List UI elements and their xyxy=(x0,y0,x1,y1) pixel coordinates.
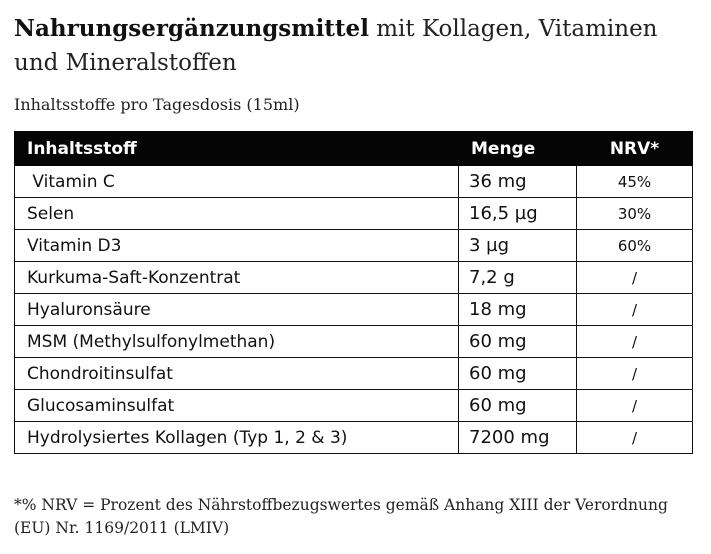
table-row xyxy=(15,390,693,422)
nrv-cell: / xyxy=(577,358,693,390)
nrv-cell: 30% xyxy=(577,198,693,230)
ingredient-cell: Hyaluronsäure xyxy=(15,294,459,326)
nrv-cell: 45% xyxy=(577,166,693,198)
nrv-cell: 60% xyxy=(577,230,693,262)
amount-cell: 60 mg xyxy=(459,326,577,358)
nrv-cell: / xyxy=(577,326,693,358)
amount-cell: 60 mg xyxy=(459,358,577,390)
amount-cell: 16,5 µg xyxy=(459,198,577,230)
amount-cell: 7,2 g xyxy=(459,262,577,294)
column-header-nrv: NRV* xyxy=(577,132,693,166)
table-row xyxy=(15,358,693,390)
column-header-amount: Menge xyxy=(459,132,577,166)
table-row xyxy=(15,422,693,454)
ingredients-table xyxy=(14,131,693,454)
ingredient-cell: Glucosaminsulfat xyxy=(15,390,459,422)
nrv-cell: / xyxy=(577,422,693,454)
table-row xyxy=(15,198,693,230)
nrv-cell: / xyxy=(577,390,693,422)
ingredient-cell: MSM (Methylsulfonylmethan) xyxy=(15,326,459,358)
page-title-rest: mit Kollagen, Vitaminen und Mineralstoffen xyxy=(14,16,658,76)
amount-cell: 3 µg xyxy=(459,230,577,262)
ingredient-cell: Vitamin D3 xyxy=(15,230,459,262)
table-row xyxy=(15,326,693,358)
amount-cell: 60 mg xyxy=(459,390,577,422)
table-caption: Inhaltsstoffe pro Tagesdosis (15ml) xyxy=(14,95,300,114)
amount-cell: 18 mg xyxy=(459,294,577,326)
amount-cell: 36 mg xyxy=(459,166,577,198)
ingredient-cell: Kurkuma-Saft-Konzentrat xyxy=(15,262,459,294)
table-header-row xyxy=(15,132,693,166)
amount-cell: 7200 mg xyxy=(459,422,577,454)
table-row xyxy=(15,294,693,326)
ingredient-cell: Hydrolysiertes Kollagen (Typ 1, 2 & 3) xyxy=(15,422,459,454)
nrv-cell: / xyxy=(577,294,693,326)
ingredient-cell: Vitamin C xyxy=(15,166,459,198)
table-row xyxy=(15,166,693,198)
page-title-bold: Nahrungsergänzungsmittel xyxy=(14,15,369,42)
ingredient-cell: Chondroitinsulfat xyxy=(15,358,459,390)
table-row xyxy=(15,230,693,262)
column-header-ingredient: Inhaltsstoff xyxy=(15,132,459,166)
table-row xyxy=(15,262,693,294)
footnote: *% NRV = Prozent des Nährstoffbezugswertes gemäß Anhang XIII der Verordnung (EU) Nr. 1169/2011 (LMIV) xyxy=(14,496,668,537)
nrv-cell: / xyxy=(577,262,693,294)
page-title xyxy=(14,12,694,80)
ingredient-cell: Selen xyxy=(15,198,459,230)
